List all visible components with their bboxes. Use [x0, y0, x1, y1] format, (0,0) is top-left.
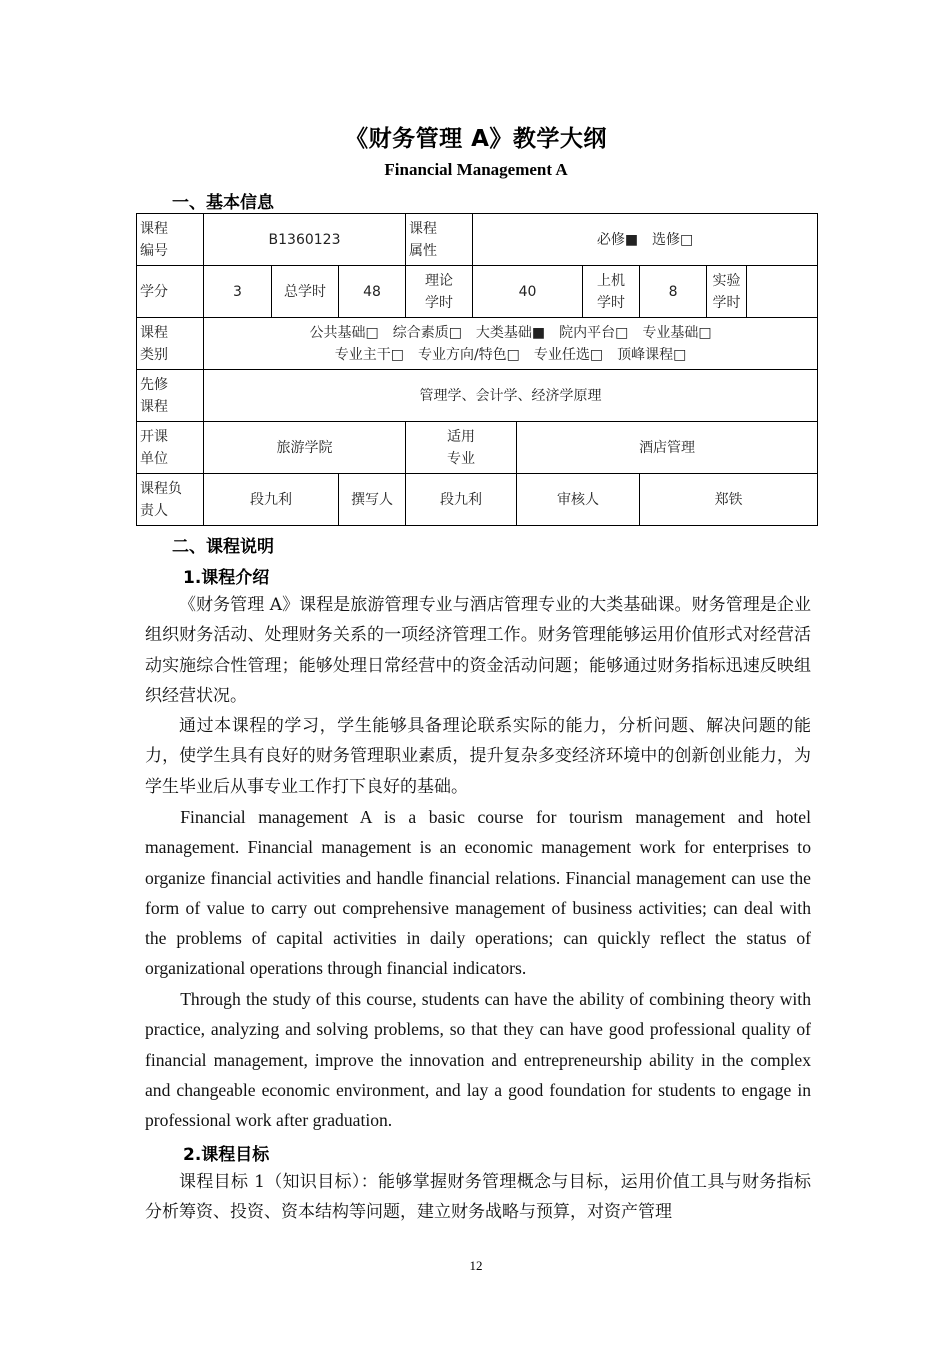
value-writer: 段九利 [406, 474, 517, 526]
label-credit: 学分 [137, 266, 204, 318]
basic-info-table [136, 213, 818, 526]
value-applicable-major: 酒店管理 [517, 422, 818, 474]
value-offering-unit: 旅游学院 [204, 422, 406, 474]
label-lab-hours: 实验 学时 [707, 266, 747, 318]
table-row [137, 370, 818, 422]
label-reviewer: 审核人 [517, 474, 640, 526]
subheading-course-introduction: 1.课程介绍 [183, 568, 270, 588]
label-applicable-major: 适用 专业 [406, 422, 517, 474]
table-row [137, 266, 818, 318]
subheading-course-objectives: 2.课程目标 [183, 1145, 270, 1165]
label-offering-unit: 开课 单位 [137, 422, 204, 474]
section-heading-course-description: 二、课程说明 [172, 537, 274, 557]
label-course-category: 课程 类别 [137, 318, 204, 370]
paragraph-objective-1: 课程目标 1（知识目标）：能够掌握财务管理概念与目标，运用价值工具与财务指标分析筹资、投资、资本结构等问题，建立财务战略与预算，对资产管理 [145, 1172, 811, 1223]
value-lab-hours [747, 266, 818, 318]
label-writer: 撰写人 [339, 474, 406, 526]
document-subtitle: Financial Management A [384, 160, 568, 179]
value-credit: 3 [204, 266, 272, 318]
label-theory-hours: 理论 学时 [406, 266, 473, 318]
value-theory-hours: 40 [473, 266, 583, 318]
paragraph-intro-en-1: Financial management A is a basic course for tourism management and hotel management. Financial management is an economic management work for enterprises to organize financial activities and handle financial relations. Financial management can use the form of value to carry out comprehensive management of business activities; can deal with the problems of capital activities in daily operations; can quickly reflect the status of organizational operations through financial indicators. [145, 807, 811, 979]
table-row [137, 474, 818, 526]
table-row [137, 422, 818, 474]
section-heading-basic-info: 一、基本信息 [172, 193, 274, 213]
value-course-attribute: 必修■ 选修□ [473, 214, 818, 266]
value-reviewer: 郑铁 [640, 474, 818, 526]
label-course-attribute: 课程 属性 [406, 214, 473, 266]
document-title: 《财务管理 A》教学大纲 [345, 126, 607, 152]
value-total-hours: 48 [339, 266, 406, 318]
label-computer-hours: 上机 学时 [583, 266, 640, 318]
category-line-1: 公共基础□ 综合素质□ 大类基础■ 院内平台□ 专业基础□ [309, 324, 712, 341]
paragraph-intro-cn-1: 《财务管理 A》课程是旅游管理专业与酒店管理专业的大类基础课。财务管理是企业组织财务活动、处理财务关系的一项经济管理工作。财务管理能够运用价值形式对经营活动实施综合性管理；能够处理日常经营中的资金活动问题；能够通过财务指标迅速反映组织经营状况。 [145, 595, 811, 706]
paragraph-intro-cn-2: 通过本课程的学习，学生能够具备理论联系实际的能力，分析问题、解决问题的能力，使学生具有良好的财务管理职业素质，提升复杂多变经济环境中的创新创业能力，为学生毕业后从事专业工作打下良好的基础。 [145, 716, 811, 797]
category-line-2: 专业主干□ 专业方向/特色□ 专业任选□ 顶峰课程□ [334, 346, 687, 363]
label-total-hours: 总学时 [272, 266, 339, 318]
value-course-leader: 段九利 [204, 474, 339, 526]
label-prerequisite: 先修 课程 [137, 370, 204, 422]
label-course-leader: 课程负 责人 [137, 474, 204, 526]
value-computer-hours: 8 [640, 266, 707, 318]
value-course-category [204, 318, 818, 370]
paragraph-intro-en-2: Through the study of this course, students can have the ability of combining theory with practice, analyzing and solving problems, so that they can have good professional quality of financial management, improve the innovation and entrepreneurship ability in the complex and changeable economic environment, and lay a good foundation for students to engage in professional work after graduation. [145, 989, 811, 1131]
label-course-code: 课程 编号 [137, 214, 204, 266]
value-prerequisite: 管理学、会计学、经济学原理 [204, 370, 818, 422]
page-number: 12 [469, 1258, 483, 1273]
table-row [137, 318, 818, 370]
table-row [137, 214, 818, 266]
value-course-code: B1360123 [204, 214, 406, 266]
